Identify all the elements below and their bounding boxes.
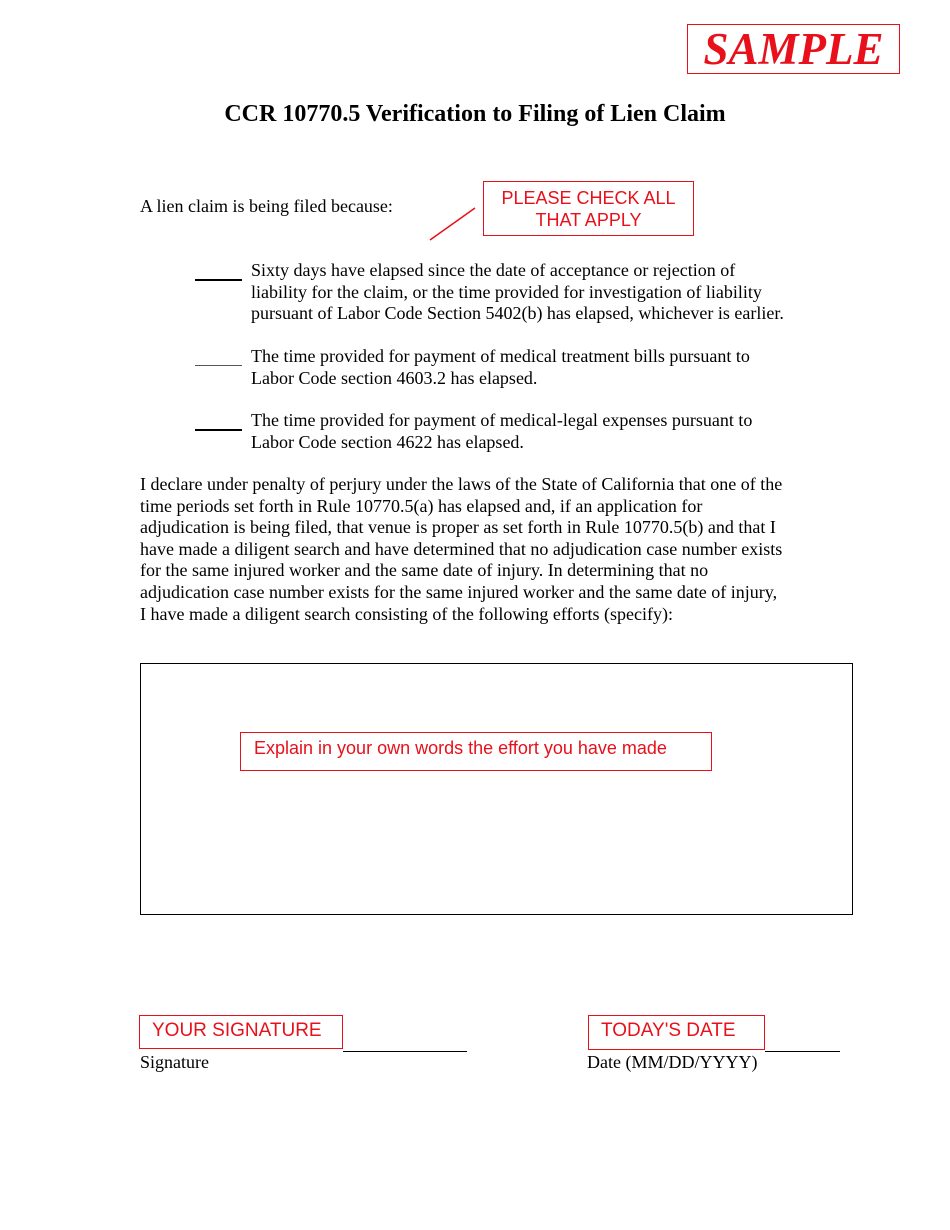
pointer-line-icon: [428, 206, 478, 242]
signature-line[interactable]: [343, 1051, 467, 1052]
option-2-text: [251, 346, 821, 389]
sample-stamp: [687, 24, 900, 74]
declaration-line: adjudication is being filed, that venue is proper as set forth in Rule 10770.5(b) and that I: [140, 517, 776, 538]
declaration-line: adjudication case number exists for the same injured worker and the same date of injury,: [140, 581, 778, 602]
option-1-text: [251, 260, 821, 325]
option-2-checkbox-blank[interactable]: [195, 365, 242, 366]
declaration-line: for the same injured worker and the same date of injury. In determining that no: [140, 560, 709, 581]
option-3-line: Labor Code section 4622 has elapsed.: [251, 431, 524, 452]
check-all-hint: [483, 181, 694, 236]
option-3-checkbox-blank[interactable]: [195, 429, 242, 431]
declaration-line: I declare under penalty of perjury under the laws of the State of California that one of the: [140, 474, 783, 494]
signature-hint: YOUR SIGNATURE: [139, 1015, 343, 1049]
declaration-line: have made a diligent search and have determined that no adjudication case number exists: [140, 538, 783, 559]
check-all-hint-line-1: PLEASE CHECK ALL: [501, 188, 676, 208]
intro-text: A lien claim is being filed because:: [140, 196, 393, 216]
option-1-line: Sixty days have elapsed since the date of acceptance or rejection of: [251, 260, 736, 280]
check-all-hint-line-2: THAT APPLY: [535, 210, 642, 230]
date-hint: TODAY'S DATE: [588, 1015, 765, 1050]
declaration-paragraph: [140, 474, 820, 625]
document-title: CCR 10770.5 Verification to Filing of Lien Claim: [224, 101, 726, 127]
option-2-line: Labor Code section 4603.2 has elapsed.: [251, 367, 538, 388]
option-1-checkbox-blank[interactable]: [195, 279, 242, 281]
option-3-text: [251, 410, 821, 453]
option-2-line: The time provided for payment of medical treatment bills pursuant to: [251, 346, 750, 366]
date-label: Date (MM/DD/YYYY): [587, 1052, 758, 1072]
option-1-line: liability for the claim, or the time provided for investigation of liability: [251, 281, 762, 302]
signature-label: Signature: [140, 1052, 209, 1072]
option-1-line: pursuant of Labor Code Section 5402(b) has elapsed, whichever is earlier.: [251, 303, 784, 324]
declaration-line: time periods set forth in Rule 10770.5(a) has elapsed and, if an application for: [140, 495, 703, 516]
sample-stamp-text: SAMPLE: [703, 23, 884, 74]
efforts-hint: Explain in your own words the effort you have made: [240, 732, 712, 771]
efforts-text-area[interactable]: [140, 663, 853, 915]
date-line[interactable]: [765, 1051, 840, 1052]
declaration-line: I have made a diligent search consisting of the following efforts (specify):: [140, 603, 674, 624]
option-3-line: The time provided for payment of medical-legal expenses pursuant to: [251, 410, 753, 430]
